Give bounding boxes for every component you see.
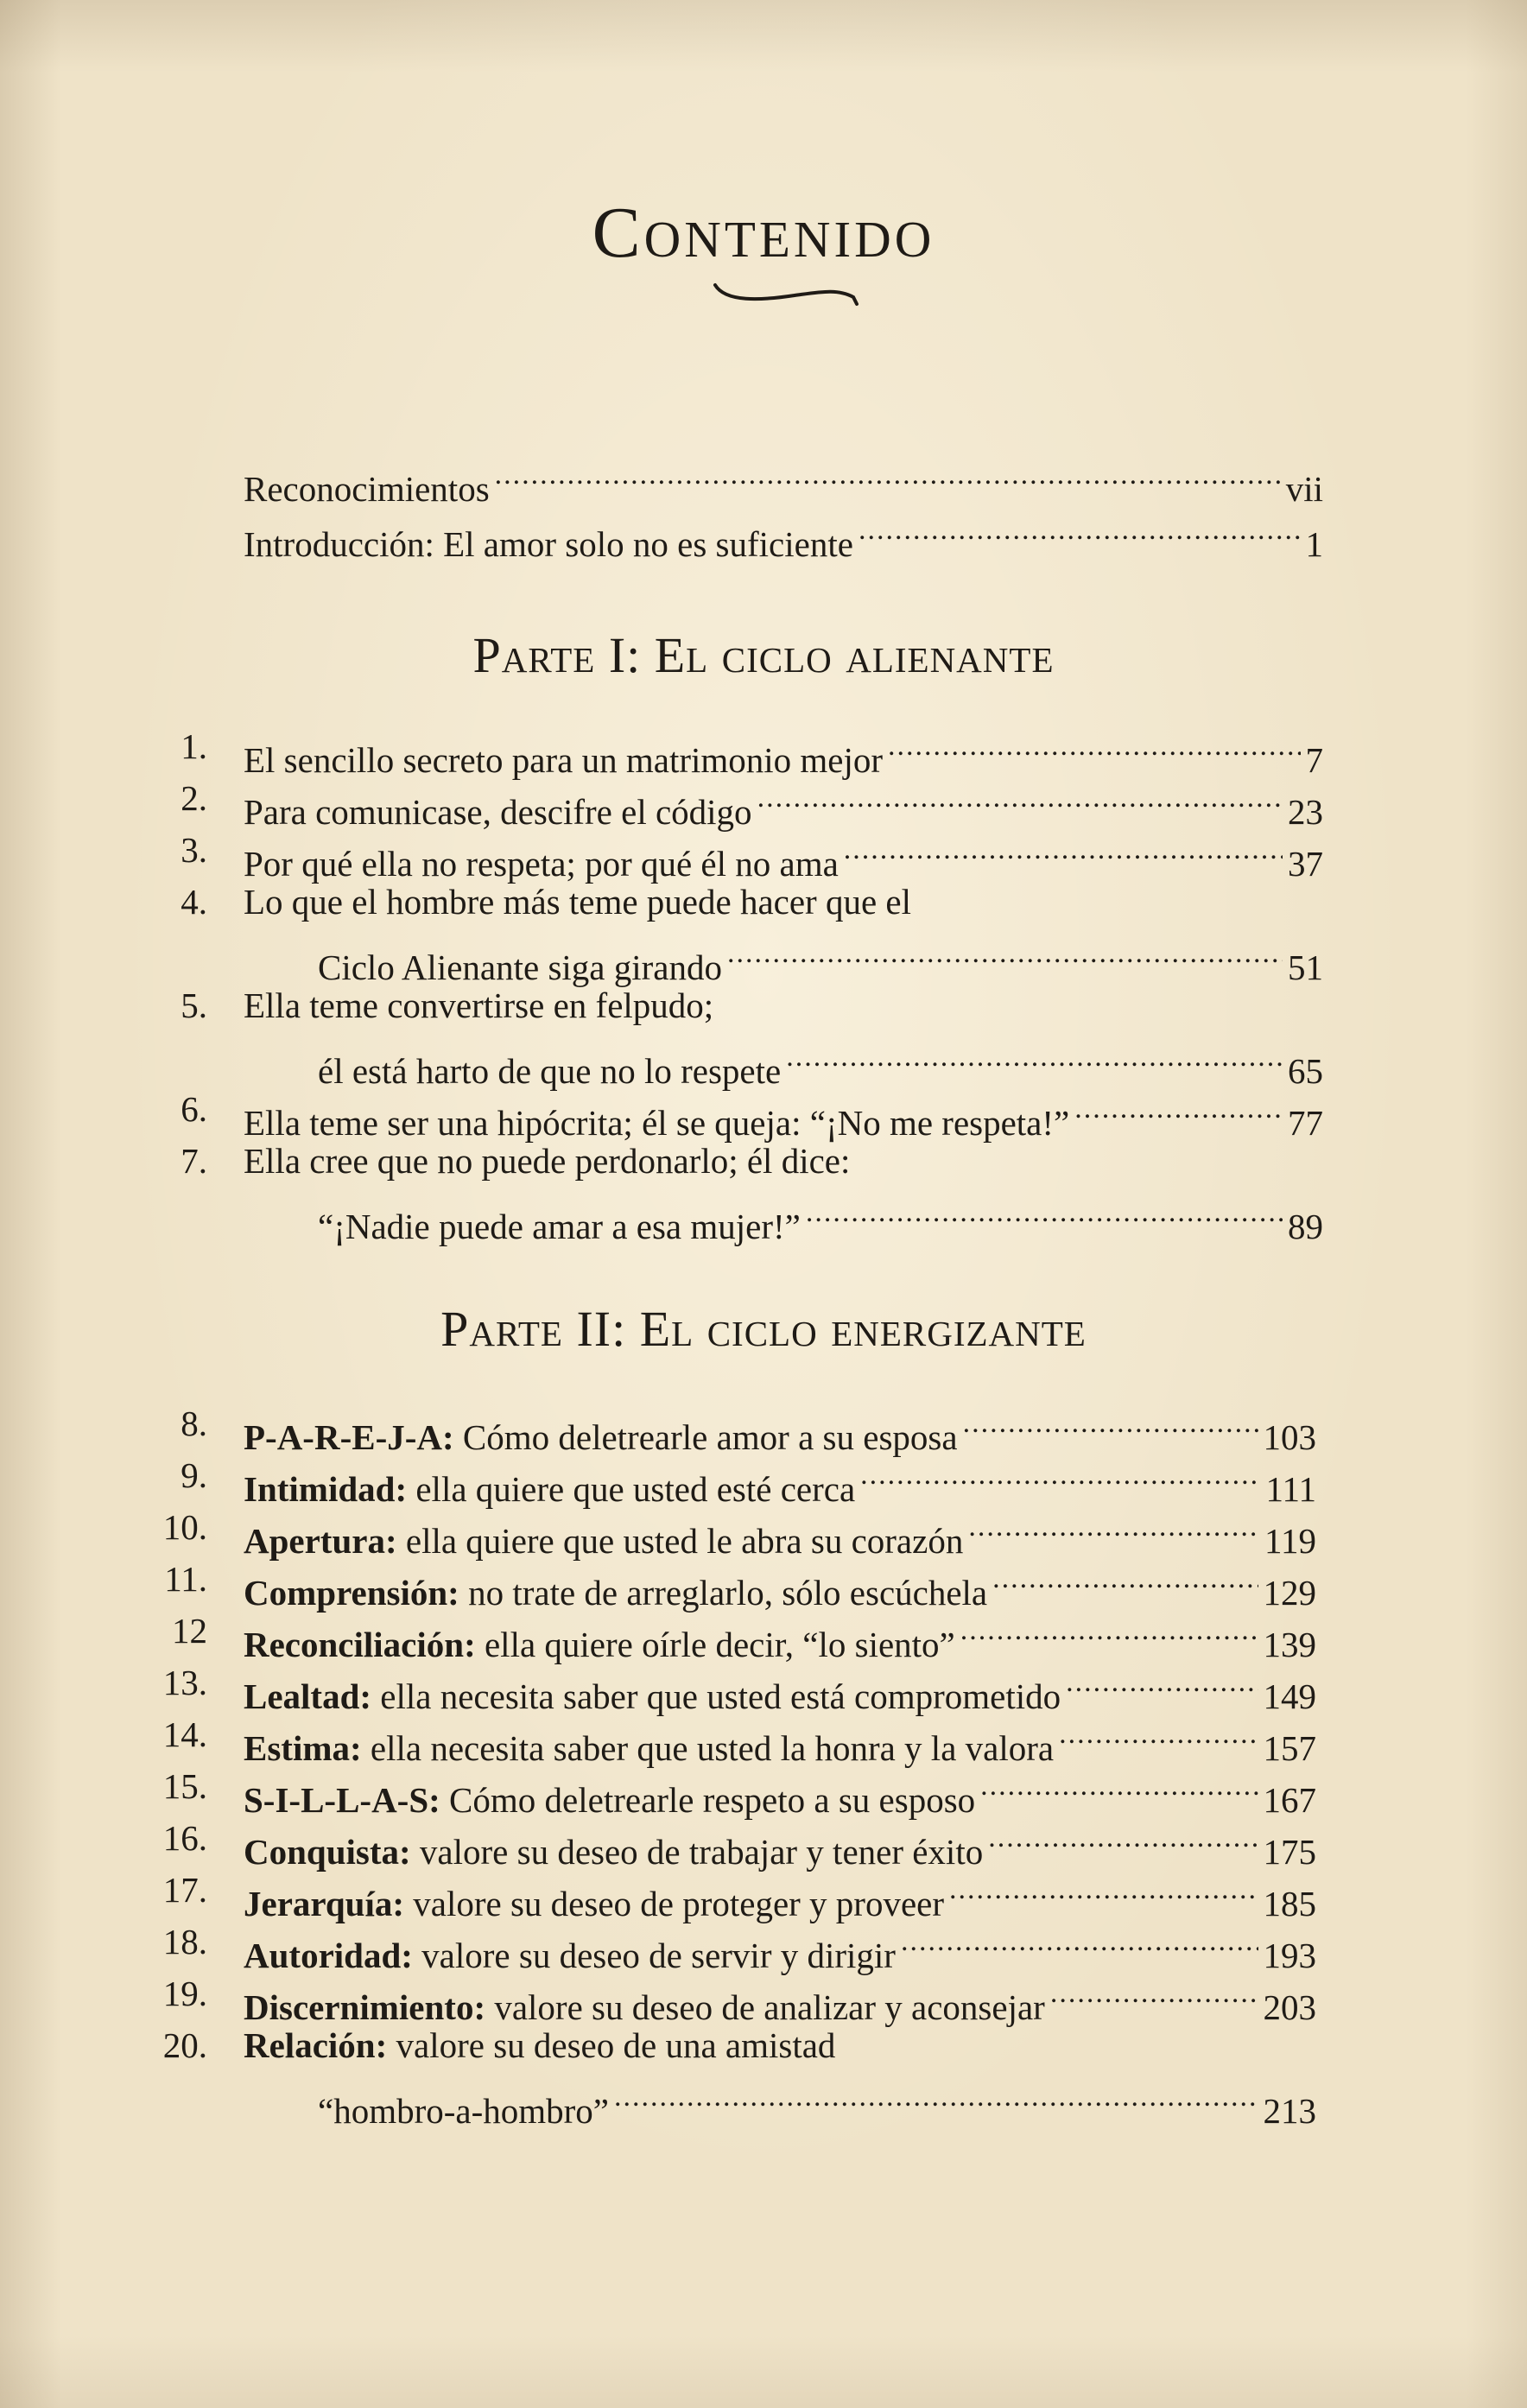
entry-description: valore su deseo de trabajar y tener éxito — [410, 1832, 984, 1872]
entry-keyword: Reconciliación: — [244, 1625, 476, 1664]
toc-entry-chapter[interactable] — [0, 876, 1527, 928]
chapter-number: 5. — [181, 985, 207, 1025]
page-number: 65 — [1288, 1051, 1323, 1091]
chapter-number: 13. — [162, 1663, 207, 1702]
toc-entry-chapter[interactable] — [0, 2019, 1527, 2071]
entry-description: valore su deseo de una amistad — [387, 2025, 836, 2065]
entry-description: ella quiere que usted esté cerca — [407, 1469, 856, 1509]
dot-leader — [860, 1449, 1260, 1501]
chapter-number: 11. — [164, 1559, 207, 1599]
toc-entry-chapter[interactable] — [0, 772, 1527, 832]
entry-text: Ciclo Alienante siga girando — [318, 947, 722, 987]
entry-text: Introducción: El amor solo no es suficiente — [244, 524, 853, 564]
toc-entry-chapter[interactable] — [0, 1605, 1527, 1664]
page-number: 139 — [1263, 1625, 1316, 1664]
entry-keyword: Estima: — [244, 1728, 362, 1768]
chapter-number: 15. — [162, 1766, 207, 1806]
dot-leader — [614, 2071, 1258, 2123]
page-number: 51 — [1288, 947, 1323, 987]
entry-keyword: Jerarquía: — [244, 1884, 405, 1923]
entry-description: valore su deseo de proteger y proveer — [404, 1884, 945, 1923]
toc-entry-chapter[interactable] — [0, 1708, 1527, 1768]
part-heading: Parte II: El ciclo energizante — [440, 1301, 1087, 1357]
page-number: 149 — [1263, 1676, 1316, 1716]
dot-leader — [960, 1605, 1258, 1657]
toc-entry-continuation[interactable] — [0, 1187, 1527, 1246]
toc-entry-chapter[interactable] — [0, 1657, 1527, 1716]
entry-text: El sencillo secreto para un matrimonio mejor — [244, 740, 884, 780]
chapter-number: 4. — [181, 882, 207, 922]
dot-leader — [968, 1501, 1259, 1553]
page-number: 77 — [1288, 1103, 1323, 1143]
entry-keyword: Comprensión: — [244, 1573, 459, 1613]
toc-entry-chapter[interactable] — [0, 1135, 1527, 1187]
dot-leader — [1066, 1657, 1258, 1708]
entry-description: ella necesita saber que usted está comprometido — [371, 1676, 1061, 1716]
chapter-number: 20. — [162, 2025, 207, 2065]
entry-text: Lo que el hombre más teme puede hacer que el — [244, 882, 911, 922]
chapter-number: 10. — [162, 1507, 207, 1547]
chapter-number: 18. — [162, 1922, 207, 1961]
dot-leader — [988, 1812, 1258, 1864]
chapter-number: 17. — [162, 1870, 207, 1910]
entry-text: Por qué ella no respeta; por qué él no ama — [244, 844, 839, 884]
dot-leader — [844, 824, 1283, 876]
toc-entry-chapter[interactable] — [0, 1916, 1527, 1975]
entry-description: valore su deseo de servir y dirigir — [412, 1936, 896, 1975]
ornament-swash — [708, 278, 864, 313]
chapter-number: 12 — [172, 1611, 207, 1651]
entry-keyword: Apertura: — [244, 1521, 397, 1561]
dot-leader — [1050, 1968, 1258, 2019]
entry-keyword: Lealtad: — [244, 1676, 372, 1716]
toc-entry-chapter[interactable] — [0, 1864, 1527, 1923]
dot-leader — [495, 449, 1281, 501]
toc-entry-front-matter[interactable] — [0, 504, 1527, 564]
toc-entry-chapter[interactable] — [0, 1812, 1527, 1872]
page-number: 103 — [1263, 1417, 1316, 1457]
entry-text — [244, 2025, 835, 2065]
page-number: 1 — [1305, 524, 1323, 564]
dot-leader — [980, 1760, 1258, 1812]
toc-entry-continuation[interactable] — [0, 1031, 1527, 1091]
entry-text: Para comunicase, descifre el código — [244, 792, 752, 832]
page-number: 129 — [1263, 1573, 1316, 1613]
page-number: 157 — [1263, 1728, 1316, 1768]
chapter-number: 6. — [181, 1089, 207, 1129]
dot-leader — [963, 1397, 1258, 1449]
toc-entry-front-matter[interactable] — [0, 449, 1527, 509]
chapter-number: 1. — [181, 726, 207, 766]
entry-description: valore su deseo de analizar y aconsejar — [485, 1987, 1045, 2027]
page-number: 23 — [1288, 792, 1323, 832]
entry-text: Ella cree que no puede perdonarlo; él dice: — [244, 1141, 851, 1181]
entry-text: Reconocimientos — [244, 469, 490, 509]
dot-leader — [1074, 1083, 1283, 1135]
toc-entry-chapter[interactable] — [0, 1083, 1527, 1143]
entry-keyword: Relación: — [244, 2025, 388, 2065]
entry-description: ella quiere oírle decir, “lo siento” — [475, 1625, 955, 1664]
dot-leader — [888, 720, 1300, 772]
entry-description: no trate de arreglarlo, sólo escúchela — [459, 1573, 988, 1613]
page-number: 175 — [1263, 1832, 1316, 1872]
chapter-number: 9. — [181, 1455, 207, 1495]
entry-text: “¡Nadie puede amar a esa mujer!” — [318, 1207, 801, 1246]
toc-entry-chapter[interactable] — [0, 1449, 1527, 1509]
page-number: vii — [1285, 469, 1323, 509]
chapter-number: 3. — [181, 830, 207, 870]
entry-text: Ella teme ser una hipócrita; él se queja: “¡No me respeta!” — [244, 1103, 1070, 1143]
dot-leader — [727, 928, 1283, 979]
chapter-number: 16. — [162, 1818, 207, 1858]
entry-text: Ella teme convertirse en felpudo; — [244, 985, 714, 1025]
entry-keyword: Intimidad: — [244, 1469, 408, 1509]
entry-keyword: S-I-L-L-A-S: — [244, 1780, 440, 1820]
entry-keyword: Conquista: — [244, 1832, 411, 1872]
page-number: 167 — [1263, 1780, 1316, 1820]
toc-entry-chapter[interactable] — [0, 1760, 1527, 1820]
page-number: 185 — [1263, 1884, 1316, 1923]
dot-leader — [806, 1187, 1283, 1239]
entry-description: Cómo deletrearle amor a su esposa — [453, 1417, 958, 1457]
dot-leader — [859, 504, 1301, 556]
page-number: 119 — [1264, 1521, 1316, 1561]
entry-keyword: Autoridad: — [244, 1936, 413, 1975]
page-number: 213 — [1263, 2091, 1316, 2131]
entry-text: él está harto de que no lo respete — [318, 1051, 782, 1091]
entry-text: “hombro-a-hombro” — [318, 2091, 609, 2131]
toc-entry-chapter[interactable] — [0, 824, 1527, 884]
toc-entry-chapter[interactable] — [0, 1553, 1527, 1613]
entry-description: ella quiere que usted le abra su corazón — [396, 1521, 964, 1561]
toc-entry-chapter[interactable] — [0, 1968, 1527, 2027]
entry-description: ella necesita saber que usted la honra y la valora — [361, 1728, 1055, 1768]
dot-leader — [992, 1553, 1258, 1605]
dot-leader — [757, 772, 1283, 824]
page-number: 37 — [1288, 844, 1323, 884]
entry-description: Cómo deletrearle respeto a su esposo — [440, 1780, 976, 1820]
toc-entry-chapter[interactable] — [0, 1501, 1527, 1561]
part-heading: Parte I: El ciclo alienante — [472, 627, 1055, 683]
page-title: Contenido — [592, 193, 935, 273]
chapter-number: 8. — [181, 1404, 207, 1443]
page-number: 111 — [1265, 1469, 1316, 1509]
page-number: 89 — [1288, 1207, 1323, 1246]
page-number: 7 — [1305, 740, 1323, 780]
toc-entry-chapter[interactable] — [0, 979, 1527, 1031]
toc-entry-chapter[interactable] — [0, 1397, 1527, 1457]
page-number: 203 — [1263, 1987, 1316, 2027]
page-number: 193 — [1263, 1936, 1316, 1975]
dot-leader — [901, 1916, 1258, 1968]
entry-keyword: P-A-R-E-J-A: — [244, 1417, 454, 1457]
chapter-number: 14. — [162, 1714, 207, 1754]
dot-leader — [786, 1031, 1283, 1083]
chapter-number: 2. — [181, 778, 207, 818]
entry-keyword: Discernimiento: — [244, 1987, 486, 2027]
toc-entry-chapter[interactable] — [0, 720, 1527, 780]
toc-entry-continuation[interactable] — [0, 928, 1527, 987]
dot-leader — [949, 1864, 1258, 1916]
chapter-number: 19. — [162, 1974, 207, 2013]
chapter-number: 7. — [181, 1141, 207, 1181]
dot-leader — [1059, 1708, 1258, 1760]
toc-entry-continuation[interactable] — [0, 2071, 1527, 2131]
